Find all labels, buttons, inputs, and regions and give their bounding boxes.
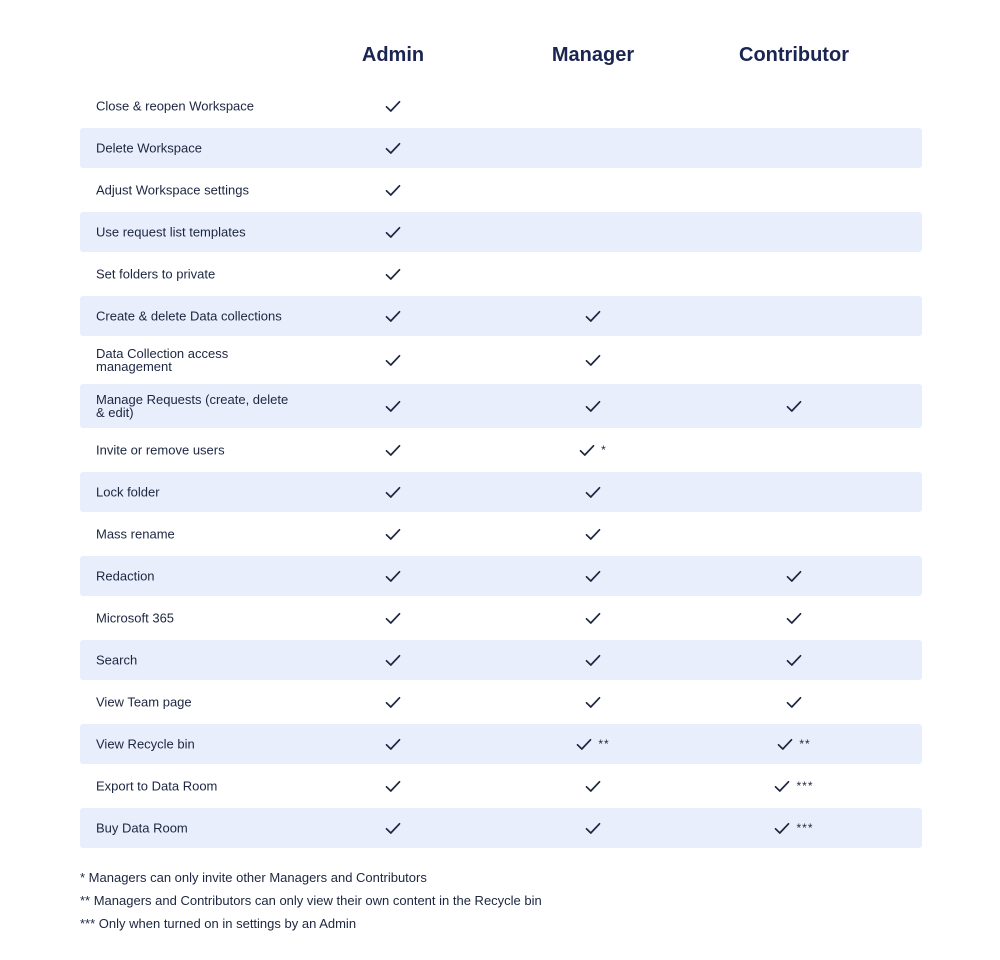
- row-label: Use request list templates: [96, 224, 246, 240]
- check-icon: [579, 444, 595, 457]
- manager-cell: [493, 351, 693, 369]
- admin-cell: [293, 693, 493, 711]
- row-label: Buy Data Room: [96, 820, 188, 836]
- admin-cell: [293, 351, 493, 369]
- check-icon: [585, 528, 601, 541]
- check-icon: [786, 654, 802, 667]
- contributor-cell: [694, 693, 894, 711]
- row-label: Mass rename: [96, 526, 175, 542]
- check-icon: [385, 570, 401, 583]
- check-icon: [585, 612, 601, 625]
- table-row: [80, 430, 922, 470]
- row-label: Data Collection access management: [96, 346, 229, 374]
- table-row: [80, 296, 922, 336]
- check-icon: [576, 738, 592, 751]
- admin-cell: [293, 441, 493, 459]
- table-row: [80, 212, 922, 252]
- manager-cell: [493, 735, 693, 753]
- footnote: ** Managers and Contributors can only view their own content in the Recycle bin: [80, 893, 542, 908]
- row-label: Export to Data Room: [96, 778, 218, 794]
- table-row: [80, 514, 922, 554]
- check-icon: [585, 400, 601, 413]
- check-icon: [385, 400, 401, 413]
- table-row: [80, 766, 922, 806]
- check-icon: [585, 354, 601, 367]
- admin-cell: [293, 181, 493, 199]
- row-label: Close & reopen Workspace: [96, 98, 255, 114]
- manager-cell: [493, 397, 693, 415]
- column-header-contributor: Contributor: [739, 44, 849, 66]
- row-label: Lock folder: [96, 484, 160, 500]
- admin-cell: [293, 97, 493, 115]
- check-icon: [385, 486, 401, 499]
- footnote-marker: ***: [796, 779, 814, 793]
- permissions-table: [80, 0, 922, 848]
- check-icon: [385, 184, 401, 197]
- column-header-manager: Manager: [551, 44, 635, 66]
- footnote-marker: **: [799, 737, 811, 751]
- check-icon: [786, 400, 802, 413]
- table-body: [80, 86, 922, 848]
- check-icon: [385, 444, 401, 457]
- footnote: * Managers can only invite other Managers and Contributors: [80, 870, 427, 885]
- admin-cell: [293, 223, 493, 241]
- check-icon: [585, 570, 601, 583]
- check-icon: [585, 486, 601, 499]
- table-row: [80, 808, 922, 848]
- contributor-cell: [694, 609, 894, 627]
- manager-cell: [493, 441, 693, 459]
- check-icon: [786, 570, 802, 583]
- check-icon: [385, 612, 401, 625]
- check-icon: [385, 738, 401, 751]
- check-icon: [777, 738, 793, 751]
- admin-cell: [293, 651, 493, 669]
- admin-cell: [293, 735, 493, 753]
- column-header-admin: Admin: [361, 44, 425, 66]
- manager-cell: [493, 609, 693, 627]
- row-label: Microsoft 365: [96, 610, 175, 626]
- manager-cell: [493, 819, 693, 837]
- admin-cell: [293, 525, 493, 543]
- row-label: Search: [96, 652, 138, 668]
- row-label: Delete Workspace: [96, 140, 202, 156]
- row-label: Create & delete Data collections: [96, 308, 282, 324]
- manager-cell: [493, 567, 693, 585]
- row-label: Adjust Workspace settings: [96, 182, 249, 198]
- admin-cell: [293, 609, 493, 627]
- row-label: View Team page: [96, 694, 192, 710]
- table-row: [80, 640, 922, 680]
- table-row: [80, 724, 922, 764]
- contributor-cell: [694, 651, 894, 669]
- check-icon: [385, 780, 401, 793]
- admin-cell: [293, 777, 493, 795]
- manager-cell: [493, 525, 693, 543]
- admin-cell: [293, 819, 493, 837]
- table-header: [80, 0, 922, 86]
- contributor-cell: [694, 777, 894, 795]
- table-row: [80, 170, 922, 210]
- footnote: *** Only when turned on in settings by an Admin: [80, 916, 357, 931]
- contributor-cell: [694, 397, 894, 415]
- row-label: Manage Requests (create, delete & edit): [96, 392, 289, 420]
- check-icon: [385, 268, 401, 281]
- row-label: Invite or remove users: [96, 442, 225, 458]
- check-icon: [385, 822, 401, 835]
- check-icon: [786, 696, 802, 709]
- manager-cell: [493, 693, 693, 711]
- table-row: [80, 128, 922, 168]
- footnotes: [80, 866, 922, 935]
- table-row: [80, 384, 922, 428]
- footnote-marker: **: [598, 737, 610, 751]
- check-icon: [774, 822, 790, 835]
- manager-cell: [493, 651, 693, 669]
- check-icon: [585, 696, 601, 709]
- row-label: View Recycle bin: [96, 736, 195, 752]
- admin-cell: [293, 307, 493, 325]
- row-label: Set folders to private: [96, 266, 216, 282]
- table-row: [80, 556, 922, 596]
- check-icon: [585, 822, 601, 835]
- contributor-cell: [694, 819, 894, 837]
- check-icon: [385, 226, 401, 239]
- check-icon: [585, 310, 601, 323]
- admin-cell: [293, 139, 493, 157]
- contributor-cell: [694, 567, 894, 585]
- manager-cell: [493, 777, 693, 795]
- row-label: Redaction: [96, 568, 155, 584]
- table-row: [80, 682, 922, 722]
- admin-cell: [293, 567, 493, 585]
- footnote-marker: ***: [796, 821, 814, 835]
- check-icon: [385, 654, 401, 667]
- check-icon: [385, 528, 401, 541]
- table-row: [80, 254, 922, 294]
- manager-cell: [493, 483, 693, 501]
- check-icon: [585, 780, 601, 793]
- check-icon: [786, 612, 802, 625]
- check-icon: [385, 100, 401, 113]
- table-row: [80, 338, 922, 382]
- admin-cell: [293, 483, 493, 501]
- check-icon: [385, 142, 401, 155]
- admin-cell: [293, 397, 493, 415]
- contributor-cell: [694, 735, 894, 753]
- check-icon: [774, 780, 790, 793]
- admin-cell: [293, 265, 493, 283]
- check-icon: [385, 696, 401, 709]
- table-row: [80, 598, 922, 638]
- check-icon: [385, 354, 401, 367]
- table-row: [80, 86, 922, 126]
- footnote-marker: *: [601, 443, 607, 457]
- check-icon: [385, 310, 401, 323]
- check-icon: [585, 654, 601, 667]
- table-row: [80, 472, 922, 512]
- manager-cell: [493, 307, 693, 325]
